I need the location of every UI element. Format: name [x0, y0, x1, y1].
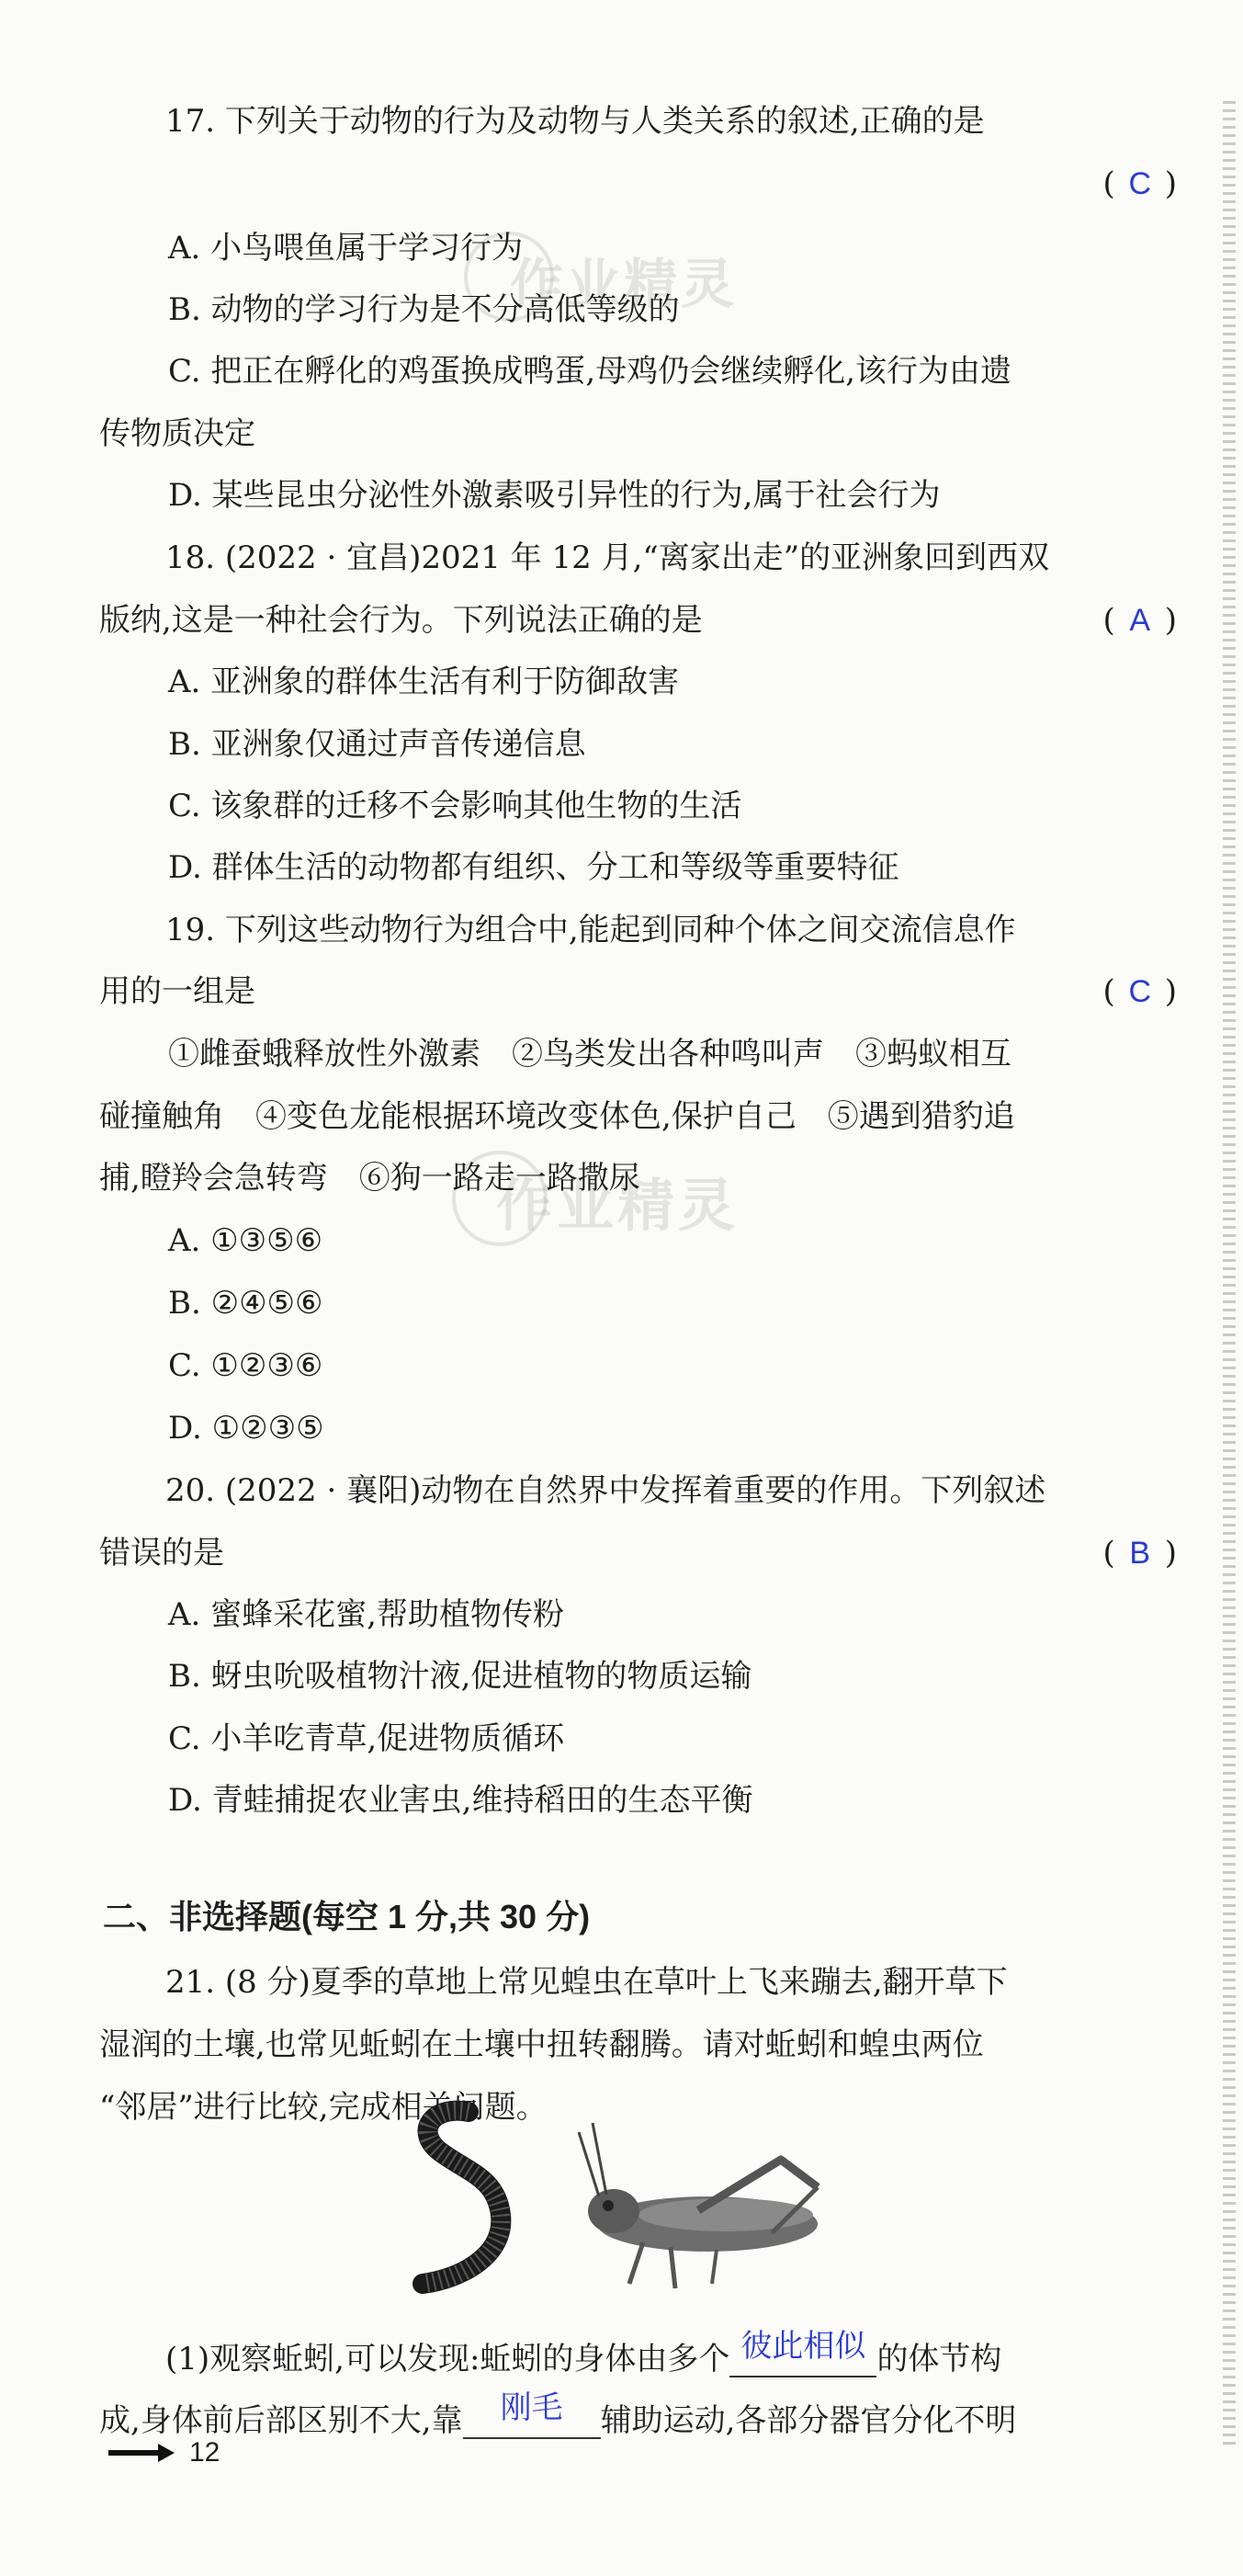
q19-stem: 19. 下列这些动物行为组合中,能起到同种个体之间交流信息作	[165, 912, 1016, 948]
q20-option-a: A. 蜜蜂采花蜜,帮助植物传粉	[168, 1596, 564, 1633]
q17-option-b: B. 动物的学习行为是不分高低等级的	[168, 291, 680, 328]
arrow-right-icon	[108, 2444, 175, 2462]
q21-sub1-text-mid: 的体节构	[876, 2341, 1002, 2377]
q19-answer-bracket: ( C )	[1102, 973, 1177, 1010]
q19-items-line-3: 捕,瞪羚会急转弯 ⑥狗一路走一路撒尿	[99, 1160, 640, 1197]
earthworm-illustration	[423, 2111, 501, 2284]
q17-stem: 17. 下列关于动物的行为及动物与人类关系的叙述,正确的是	[165, 103, 985, 140]
q17-option-a: A. 小鸟喂鱼属于学习行为	[168, 230, 524, 267]
q20-option-b: B. 蚜虫吮吸植物汁液,促进植物的物质运输	[168, 1658, 752, 1695]
q20-option-d: D. 青蛙捕捉农业害虫,维持稻田的生态平衡	[168, 1782, 753, 1819]
q21-sub1-line2-pre: 成,身体前后部区别不大,靠	[99, 2402, 463, 2439]
q18-answer-bracket: ( A )	[1102, 602, 1177, 639]
q18-option-c: C. 该象群的迁移不会影响其他生物的生活	[168, 788, 742, 824]
q18-option-a: A. 亚洲象的群体生活有利于防御敌害	[168, 664, 680, 700]
q19-option-d: D. ①②③⑤	[168, 1410, 324, 1447]
q21-stem: 21. (8 分)夏季的草地上常见蝗虫在草叶上飞来蹦去,翻开草下	[165, 1964, 1008, 2001]
page-number: 12	[189, 2437, 220, 2468]
watermark-text: 作业精灵	[496, 1172, 740, 1239]
q20-option-c: C. 小羊吃青草,促进物质循环	[168, 1720, 565, 1757]
q18-stem: 18. (2022 · 宜昌)2021 年 12 月,“离家出走”的亚洲象回到西双	[165, 539, 1050, 576]
q19-answer: C	[1128, 974, 1152, 1009]
page-footer	[108, 2437, 220, 2468]
q20-answer-bracket: ( B )	[1102, 1535, 1177, 1572]
watermark-text: 作业精灵	[510, 253, 739, 315]
q19-option-a: A. ①③⑤⑥	[168, 1222, 323, 1259]
q21-sub1-answer-2: 刚毛	[500, 2390, 563, 2425]
grasshopper-illustration	[579, 2123, 818, 2288]
q21-sub1-answer-blank-1[interactable]	[729, 2329, 876, 2377]
q21-sub1-line-2	[99, 2390, 1017, 2441]
q19-items-line-1: ①雌蚕蛾释放性外激素 ②鸟类发出各种鸣叫声 ③蚂蚁相互	[168, 1036, 1011, 1072]
section-title: 二、非选择题(每空 1 分,共 30 分)	[103, 1898, 591, 1935]
q21-sub1-line2-post: 辅助运动,各部分器官分化不明	[600, 2402, 1017, 2439]
page-edge-dashed-border	[1223, 101, 1236, 2445]
q21-sub1-answer-1: 彼此相似	[740, 2329, 866, 2364]
q18-option-b: B. 亚洲象仅通过声音传递信息	[168, 726, 586, 763]
q17-option-d: D. 某些昆虫分泌性外激素吸引异性的行为,属于社会行为	[168, 477, 941, 514]
q17-option-c: C. 把正在孵化的鸡蛋换成鸭蛋,母鸡仍会继续孵化,该行为由遗	[168, 353, 1012, 390]
q21-sub1-line-1	[165, 2329, 1002, 2379]
earthworm-grasshopper-figure	[395, 2095, 910, 2316]
q20-stem: 20. (2022 · 襄阳)动物在自然界中发挥着重要的作用。下列叙述	[165, 1472, 1046, 1509]
q18-stem-continued: 版纳,这是一种社会行为。下列说法正确的是	[99, 602, 703, 639]
q18-answer: A	[1129, 603, 1151, 638]
q19-stem-continued: 用的一组是	[99, 973, 255, 1010]
q19-option-c: C. ①②③⑥	[168, 1347, 323, 1384]
q19-items-line-2: 碰撞触角 ④变色龙能根据环境改变体色,保护自己 ⑤遇到猎豹追	[99, 1098, 1015, 1135]
q21-stem-continued: 湿润的土壤,也常见蚯蚓在土壤中扭转翻腾。请对蚯蚓和蝗虫两位	[99, 2026, 984, 2063]
q19-option-b: B. ②④⑤⑥	[168, 1285, 323, 1322]
q21-sub1-answer-blank-2[interactable]	[463, 2390, 601, 2439]
q21-sub1-text-pre: (1)观察蚯蚓,可以发现:蚯蚓的身体由多个	[165, 2341, 730, 2377]
q17-answer-bracket: ( C )	[1102, 165, 1177, 202]
q17-answer: C	[1128, 166, 1152, 201]
q20-answer: B	[1129, 1536, 1151, 1571]
q18-option-d: D. 群体生活的动物都有组织、分工和等级等重要特征	[168, 849, 899, 886]
q21-stem-continued-2: “邻居”进行比较,完成相关问题。	[99, 2089, 548, 2126]
q17-option-c-continued: 传物质决定	[99, 415, 255, 452]
q20-stem-continued: 错误的是	[99, 1535, 224, 1572]
